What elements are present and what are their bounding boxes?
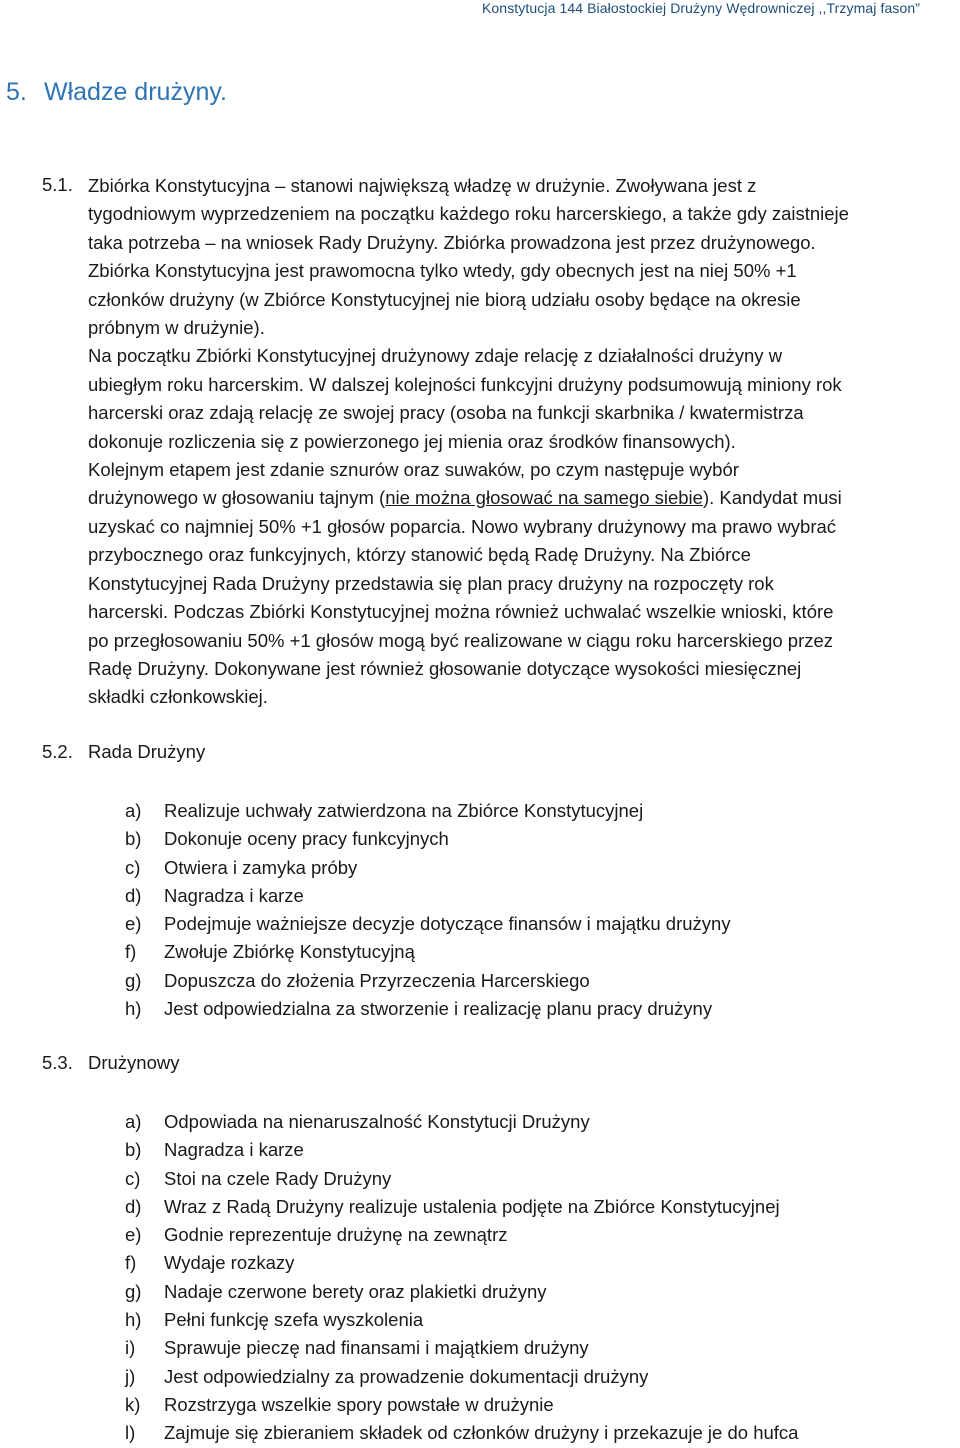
section-title: Rada Drużyny: [88, 741, 206, 762]
chapter-heading: [6, 78, 227, 107]
list-item: c) Otwiera i zamyka próby: [125, 856, 358, 878]
list-item: f) Wydaje rozkazy: [125, 1252, 295, 1274]
list-item: i) Sprawuje pieczę nad finansami i majątkiem drużyny: [125, 1337, 589, 1359]
list-item: j) Jest odpowiedzialny za prowadzenie dokumentacji drużyny: [125, 1365, 649, 1387]
list-item: d) Wraz z Radą Drużyny realizuje ustalenia podjęte na Zbiórce Konstytucyjnej: [125, 1195, 780, 1217]
list-item: k) Rozstrzyga wszelkie spory powstałe w drużynie: [125, 1393, 554, 1415]
underlined-note: nie można głosować na samego siebie: [385, 487, 703, 509]
list-item: b) Nagradza i karze: [125, 1139, 304, 1161]
list-item: c) Stoi na czele Rady Drużyny: [125, 1167, 392, 1189]
section-5-2-heading: [42, 741, 205, 763]
list-item: h) Pełni funkcję szefa wyszkolenia: [125, 1309, 424, 1331]
paragraph: Na początku Zbiórki Konstytucyjnej drużynowy zdaje relację z działalności drużyny w ubiegłym roku harcerskim. W dalszej kolejności funkcyjni drużyny podsumowują miniony rok harcerski oraz zdają relację ze swojej pracy (osoba na funkcji skarbnika / kwatermistrza dokonuje rozliczenia się z powierzonego jej mienia oraz środków finansowych).: [88, 345, 842, 452]
druzynowy-list: [125, 1108, 955, 1448]
list-item: e) Godnie reprezentuje drużynę na zewnątrz: [125, 1224, 508, 1246]
list-item: b) Dokonuje oceny pracy funkcyjnych: [125, 828, 449, 850]
list-item: g) Dopuszcza do złożenia Przyrzeczenia Harcerskiego: [125, 969, 590, 991]
list-item: h) Jest odpowiedzialna za stworzenie i realizację planu pracy drużyny: [125, 998, 713, 1020]
section-number: 5.1.: [42, 174, 73, 195]
paragraph-text: ). Kandydat musi uzyskać co najmniej 50% +1 głosów poparcia. Nowo wybrany drużynowy ma prawo wybrać przybocznego oraz funkcyjnych, którzy stanowić będą Radę Drużyny. Na Zbiórce Konstytucyjnej Rada Drużyny przedstawia się plan pracy drużyny na rozpoczęty rok harcerski. Podczas Zbiórki Konstytucyjnej można również uchwalać wszelkie wnioski, które po przegłosowaniu 50% +1 głosów mogą być realizowane w ciągu roku harcerskiego przez Radę Drużyny. Dokonywane jest również głosowanie dotyczące wysokości miesięcznej składki członkowskiej.: [88, 487, 842, 708]
list-item: d) Nagradza i karze: [125, 884, 304, 906]
paragraph: [88, 456, 958, 712]
section-title: Drużynowy: [88, 1052, 180, 1073]
chapter-number: 5.: [6, 78, 27, 106]
section-number: 5.3.: [42, 1052, 73, 1073]
section-number: 5.2.: [42, 741, 73, 762]
section-5-3-heading: [42, 1052, 180, 1074]
chapter-title: Władze drużyny.: [44, 78, 227, 106]
section-5-1-body: [88, 172, 958, 712]
paragraph: Zbiórka Konstytucyjna – stanowi największą władzę w drużynie. Zwoływana jest z tygodniowym wyprzedzeniem na początku każdego roku harcerskiego, a także gdy zaistnieje taka potrzeba – na wniosek Rady Drużyny. Zbiórka prowadzona jest przez drużynowego. Zbiórka Konstytucyjna jest prawomocna tylko wtedy, gdy obecnych jest na niej 50% +1 członków drużyny (w Zbiórce Konstytucyjnej nie biorą udziału osoby będące na okresie próbnym w drużynie).: [88, 175, 849, 339]
list-item: e) Podejmuje ważniejsze decyzje dotyczące finansów i majątku drużyny: [125, 913, 731, 935]
section-5-1-number-row: [42, 174, 88, 196]
list-item: a) Odpowiada na nienaruszalność Konstytucji Drużyny: [125, 1111, 590, 1132]
rada-druzyny-list: [125, 797, 955, 1023]
paragraph-text: Kolejnym etapem jest zdanie sznurów oraz suwaków, po czym następuje wybór drużynowego w głosowaniu tajnym (: [88, 459, 739, 509]
list-item: a) Realizuje uchwały zatwierdzona na Zbiórce Konstytucyjnej: [125, 800, 644, 821]
list-item: g) Nadaje czerwone berety oraz plakietki drużyny: [125, 1280, 547, 1302]
list-item: l) Zajmuje się zbieraniem składek od członków drużyny i przekazuje je do hufca: [125, 1422, 799, 1444]
list-item: f) Zwołuje Zbiórkę Konstytucyjną: [125, 941, 415, 963]
page-header: Konstytucja 144 Białostockiej Drużyny Wędrowniczej ,,Trzymaj fason”: [481, 0, 920, 16]
